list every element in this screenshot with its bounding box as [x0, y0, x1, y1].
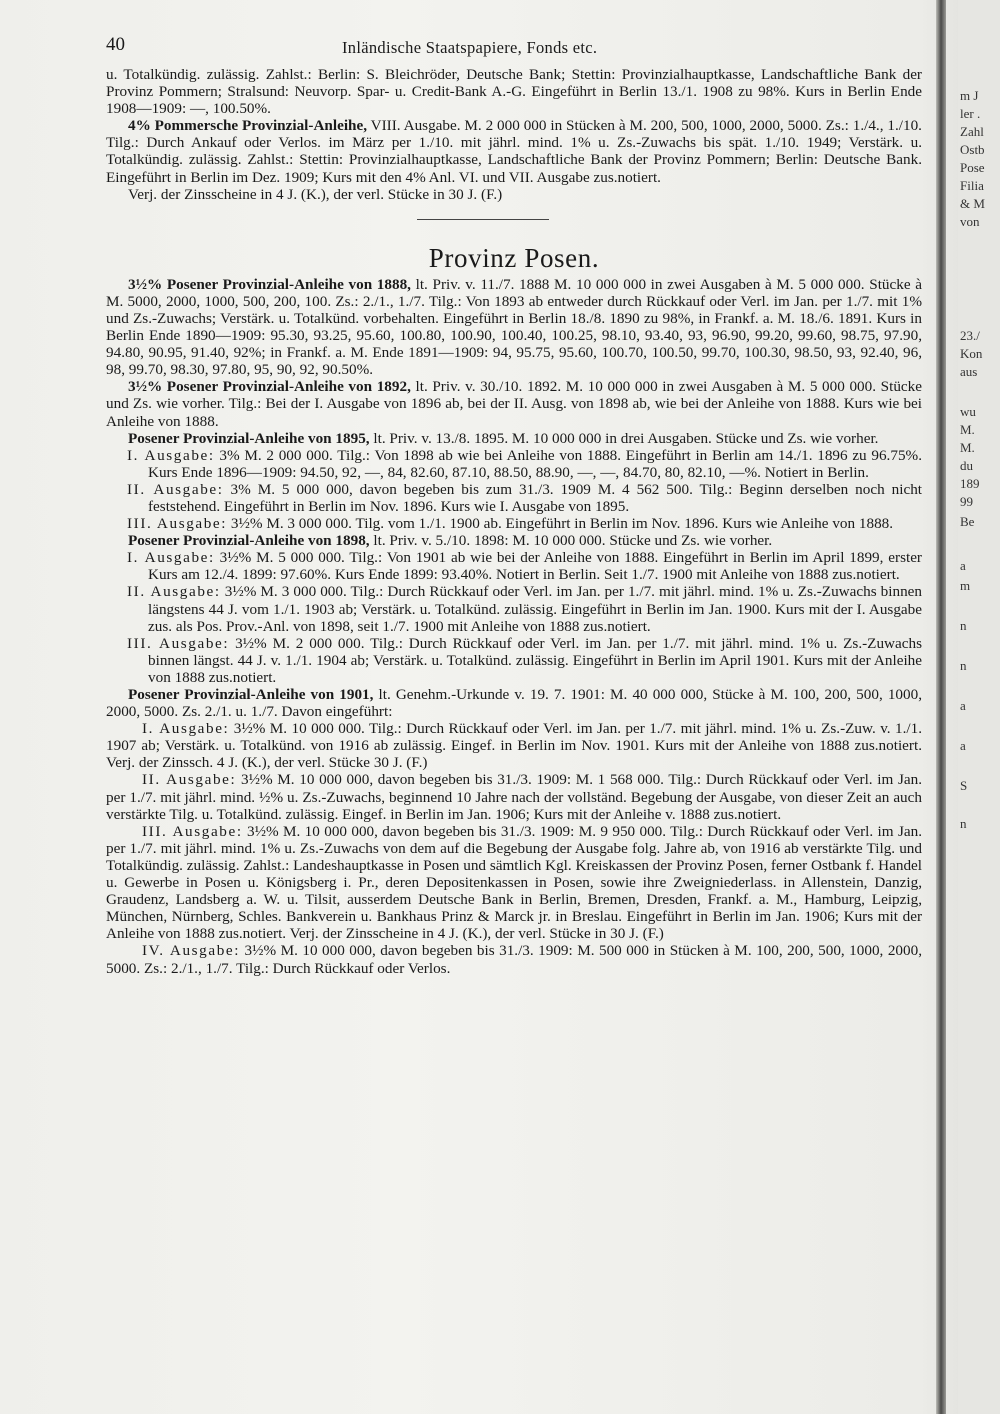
loan-1895-title: Posener Provinzial-Anleihe von 1895, — [128, 429, 370, 447]
edge-fragment: M. — [960, 422, 975, 437]
ausgabe-text: 3½% M. 3 000 000. Tilg. vom 1./1. 1900 ab. Eingeführt in Berlin im Nov. 1896. Kurs wie Anleihe von 1888. — [227, 515, 894, 533]
loan-1888-entry — [106, 276, 922, 379]
edge-fragment: Be — [960, 514, 975, 529]
loan-1892-entry — [106, 378, 922, 429]
loan-1892-text: lt. Priv. v. 30./10. 1892. M. 10 000 000 in zwei Ausgaben à M. 5 000 000. Stücke und Zs. wie vorher. Tilg.: Bei der I. Ausgabe von 1896 ab, bei der II. Ausg. von 1898 ab, wie bei der Anleihe von 1888. Kurs wie bei Anleihe von 1888. — [106, 378, 922, 430]
pommern-loan-entry — [106, 117, 922, 185]
ausgabe-text: 3½% M. 10 000 000, davon begeben bis 31./3. 1909: M. 9 950 000. Tilg.: Durch Rückkauf oder Verl. im Jan. per 1./7. mit jährl. mind. 1% u. Zs.-Zuwachs von dem auf die Begebung der Ausgabe folg. Jahre ab, von 1916 ab verstärkte Tilg. und Totalkündig. zulässig. Zahlst.: Landeshauptkasse in Posen und sämtlich Kgl. Kreiskassen der Provinz Posen, ferner Ostbank f. Handel u. Gewerbe in Posen u. Königsberg i. Pr., deren Depositenkassen in Posen, sowie ihre Zweigniederlass. in Allenstein, Danzig, Graudenz, Landsberg a. W. u. Tilsit, ausserdem Deutsche Bank in Berlin, Bremen, Dresden, Frankf. a. M., Hamburg, Leipzig, München, Nürnberg, Schles. Bankverein u. Bankhaus Prinz & Marck jr. in Breslau. Eingeführt in Berlin im Jan. 1906; Kurs mit der Anleihe von 1888 zus.notiert. Verj. der Zinsscheine in 4 J. (K.), der verl. Stücke in 30 J. (F.) — [106, 822, 922, 943]
loan-1898-text: lt. Priv. v. 5./10. 1898: M. 10 000 000. Stücke und Zs. wie vorher. — [369, 532, 773, 550]
page-content — [106, 36, 922, 977]
loan-1898-ausgabe — [106, 583, 922, 634]
ausgabe-text: 3½% M. 10 000 000, davon begeben bis 31./3. 1909: M. 500 000 in Stücken à M. 100, 200, 500, 1000, 2000, 5000. Zs.: 2./1., 1./7. Tilg.: Durch Rückkauf oder Verlos. — [106, 942, 922, 977]
loan-1898-ausgabe — [106, 549, 922, 583]
edge-fragment: 99 — [960, 494, 973, 509]
ausgabe-label: III. Ausgabe: — [142, 822, 243, 840]
ausgabe-label: IV. Ausgabe: — [142, 942, 241, 960]
ausgabe-text: 3½% M. 3 000 000. Tilg.: Durch Rückkauf oder Verl. im Jan. per 1./7. mit jährl. mind. 1% u. Zs.-Zuwachs binnen längstens 44 J. vom 1./1. 1903 ab; Verstärk. u. Totalkünd. zulässig. Eingeführt in Berlin im Jan. 1900. Kurs mit der I. Ausgabe zus. als Pos. Prov.-Anl. von 1898, seit 1./7. 1900 mit Anleihe von 1888 zus.notiert. — [148, 583, 923, 635]
loan-1901-ausgabe — [106, 720, 922, 771]
ausgabe-text: 3½% M. 10 000 000. Tilg.: Durch Rückkauf oder Verl. im Jan. per 1./7. mit jährl. mind. 1% u. Zs.-Zuw. v. 1./1. 1907 ab; Verstärk. u. Totalkünd. von 1916 ab zulässig. Eingef. in Berlin im Nov. 1901. Kurs mit der Anleihe von 1888 zus.notiert. Verj. der Zinssch. 4 J. (K.), der verl. Stücke 30 J. (F.) — [106, 720, 922, 772]
loan-1895-ausgabe — [106, 481, 922, 515]
intro-paragraph: u. Totalkündig. zulässig. Zahlst.: Berlin: S. Bleichröder, Deutsche Bank; Stettin: Provinzialhauptkasse, Landschaftliche Bank der Provinz Pommern; Stralsund: Neuvorp. Spar- u. Credit-Bank A.-G. Eingeführt in Berlin 13./1. 1908 zu 98%. Kurs in Berlin Ende 1908—1909: —, 100.50%. — [106, 66, 922, 118]
verjaehrung-note: Verj. der Zinsscheine in 4 J. (K.), der verl. Stücke in 30 J. (F.) — [128, 185, 503, 203]
loan-1901-ausgabe — [106, 771, 922, 822]
edge-fragment: m J — [960, 88, 979, 103]
pommern-loan-title: 4% Pommersche Provinzial-Anleihe, — [128, 117, 368, 135]
loan-1901-ausgabe — [106, 942, 922, 976]
edge-fragment: n — [960, 658, 967, 673]
loan-1895-entry — [106, 430, 922, 447]
edge-fragment: von — [960, 214, 980, 229]
edge-fragment: du — [960, 458, 973, 473]
ausgabe-label: II. Ausgabe: — [142, 771, 237, 789]
edge-fragment: Ostb — [960, 142, 985, 157]
edge-fragment: m — [960, 578, 971, 593]
loan-1898-title: Posener Provinzial-Anleihe von 1898, — [128, 532, 370, 550]
loan-1888-title: 3½% Posener Provinzial-Anleihe von 1888, — [128, 275, 411, 293]
edge-fragment: a — [960, 558, 966, 573]
edge-fragment: S — [960, 778, 968, 793]
ausgabe-label: III. Ausgabe: — [127, 515, 228, 533]
edge-fragment: n — [960, 816, 967, 831]
loan-1898-entry — [106, 532, 922, 549]
loan-1895-ausgabe — [106, 515, 922, 532]
ausgabe-text: 3% M. 2 000 000. Tilg.: Von 1898 ab wie bei Anleihe von 1888. Eingeführt in Berlin am 14./1. 1896 zu 96.75%. Kurs Ende 1896—1909: 94.50, 92, —, 84, 82.60, 87.10, 88.50, 88.90, —, —, 84.70, 80, 82.10, —%. Notiert in Berlin. — [148, 446, 922, 481]
section-separator — [417, 219, 549, 220]
loan-1888-text: lt. Priv. v. 11./7. 1888 M. 10 000 000 in zwei Ausgaben à M. 5 000 000. Stücke à M. 5000, 2000, 1000, 500, 200, 100. Zs.: 2./1., 1./7. Tilg.: Von 1893 ab entweder durch Rückkauf oder Verl. im Jan. per 1./7. mit 1% und Zs.-Zuwachs; Verstärk. u. Totalkünd. vorbehalten. Eingeführt in Berlin 18./8. 1890 zu 98%, in Frankf. a. M. 18./6. 1891. Kurs in Berlin Ende 1890—1909: 95.30, 93.25, 95.60, 100.80, 100.90, 100.40, 100.25, 98.10, 93.40, 93, 96.90, 99.20, 99.60, 98.75, 97.90, 94.80, 90.95, 91.40, 92%; in Frankf. a. M. Ende 1891—1909: 94, 95.75, 95.60, 100.70, 100.50, 99.70, 100.30, 98.50, 93, 92.40, 96, 98, 99.70, 98.30, 97.80, 95, 90, 92, 90.50%. — [106, 275, 922, 379]
pommern-loan-text: VIII. Ausgabe. M. 2 000 000 in Stücken à M. 200, 500, 1000, 2000, 5000. Zs.: 1./4., 1./10. Tilg.: Durch Ankauf oder Verlos. im März per 1./10. mit jährl. mind. 1% u. Zs.-Zuwachs bis spät. 1./10. 1949; Verstärk. u. Totalkündig. zulässig. Zahlst.: Stettin: Provinzialhauptkasse, Landschaftliche Bank der Provinz Pommern; Berlin: Deutsche Bank. Eingeführt in Berlin im Dez. 1909; Kurs mit den 4% Anl. VI. und VII. Ausgabe zus.notiert. — [106, 117, 922, 186]
ausgabe-label: I. Ausgabe: — [127, 549, 215, 567]
loan-1901-text: lt. Genehm.-Urkunde v. 19. 7. 1901: M. 40 000 000, Stücke à M. 100, 200, 500, 1000, 2000, 5000. Zs. 2./1. u. 1./7. Davon eingeführt: — [106, 686, 922, 721]
loan-1898-ausgabe — [106, 635, 922, 686]
edge-fragment: Filia — [960, 178, 984, 193]
loan-1895-text: lt. Priv. v. 13./8. 1895. M. 10 000 000 in drei Ausgaben. Stücke und Zs. wie vorher. — [369, 429, 879, 447]
ausgabe-label: II. Ausgabe: — [127, 583, 221, 601]
book-spine-shadow — [936, 0, 946, 1414]
ausgabe-label: III. Ausgabe: — [127, 634, 230, 652]
ausgabe-text: 3½% M. 10 000 000, davon begeben bis 31./3. 1909: M. 1 568 000. Tilg.: Durch Rückkauf oder Verl. im Jan. per 1./7. mit jährl. mind. ½% u. Zs.-Zuwachs, beginnend 10 Jahre nach der vollständ. Begebung der Ausgabe, von dieser Zeit an auch verstärkte Tilg. u. Totalkünd. zulässig. Eingef. in Berlin im Jan. 1906; Kurs mit der Anleihe v. 1888 zus.notiert. — [106, 771, 923, 823]
loan-1901-entry — [106, 686, 922, 720]
loan-1895-ausgabe — [106, 447, 922, 481]
edge-fragment: Zahl — [960, 124, 984, 139]
edge-fragment: aus — [960, 364, 978, 379]
edge-fragment: ler . — [960, 106, 981, 121]
page-number: 40 — [106, 34, 125, 55]
running-title: Inländische Staatspapiere, Fonds etc. — [342, 38, 598, 57]
ausgabe-label: I. Ausgabe: — [127, 446, 215, 464]
ausgabe-text: 3% M. 5 000 000, davon begeben bis zum 31./3. 1909 M. 4 562 500. Tilg.: Beginn derselben noch nicht feststehend. Eingeführt in Berlin im Nov. 1896. Kurs wie I. Ausgabe von 1895. — [148, 480, 923, 515]
edge-fragment: 189 — [960, 476, 980, 491]
edge-fragment: n — [960, 618, 967, 633]
edge-fragment: Pose — [960, 160, 985, 175]
edge-fragment: a — [960, 738, 966, 753]
ausgabe-label: I. Ausgabe: — [142, 720, 230, 738]
section-title: Provinz Posen. — [428, 242, 600, 273]
ausgabe-text: 3½% M. 5 000 000. Tilg.: Von 1901 ab wie bei der Anleihe von 1888. Eingeführt in Berlin im April 1899, erster Kurs am 12./4. 1899: 97.60%. Kurs Ende 1899: 93.40%. Notiert in Berlin. Seit 1./7. 1900 mit Anleihe von 1888 zus.notiert. — [148, 549, 922, 584]
ausgabe-text: 3½% M. 2 000 000. Tilg.: Durch Rückkauf oder Verl. im Jan. per 1./7. mit jährl. mind. 1% u. Zs.-Zuwachs binnen längst. 44 J. v. 1./1. 1904 ab; Verstärk. u. Totalkünd. zulässig. Eingeführt in Berlin im April 1901. Kurs mit der Anleihe von 1888 zus.notiert. — [148, 634, 922, 686]
loan-1892-title: 3½% Posener Provinzial-Anleihe von 1892, — [128, 378, 411, 396]
running-head — [106, 36, 922, 66]
edge-fragment: M. — [960, 440, 975, 455]
edge-fragment: & M — [960, 196, 985, 211]
loan-1901-ausgabe — [106, 823, 922, 943]
ausgabe-label: II. Ausgabe: — [127, 480, 224, 498]
edge-fragment: Kon — [960, 346, 983, 361]
loan-1901-title: Posener Provinzial-Anleihe von 1901, — [128, 686, 374, 703]
edge-fragment: a — [960, 698, 966, 713]
facing-page-edge — [958, 0, 1000, 1414]
edge-fragment: wu — [960, 404, 976, 419]
edge-fragment: 23./ — [960, 328, 980, 343]
